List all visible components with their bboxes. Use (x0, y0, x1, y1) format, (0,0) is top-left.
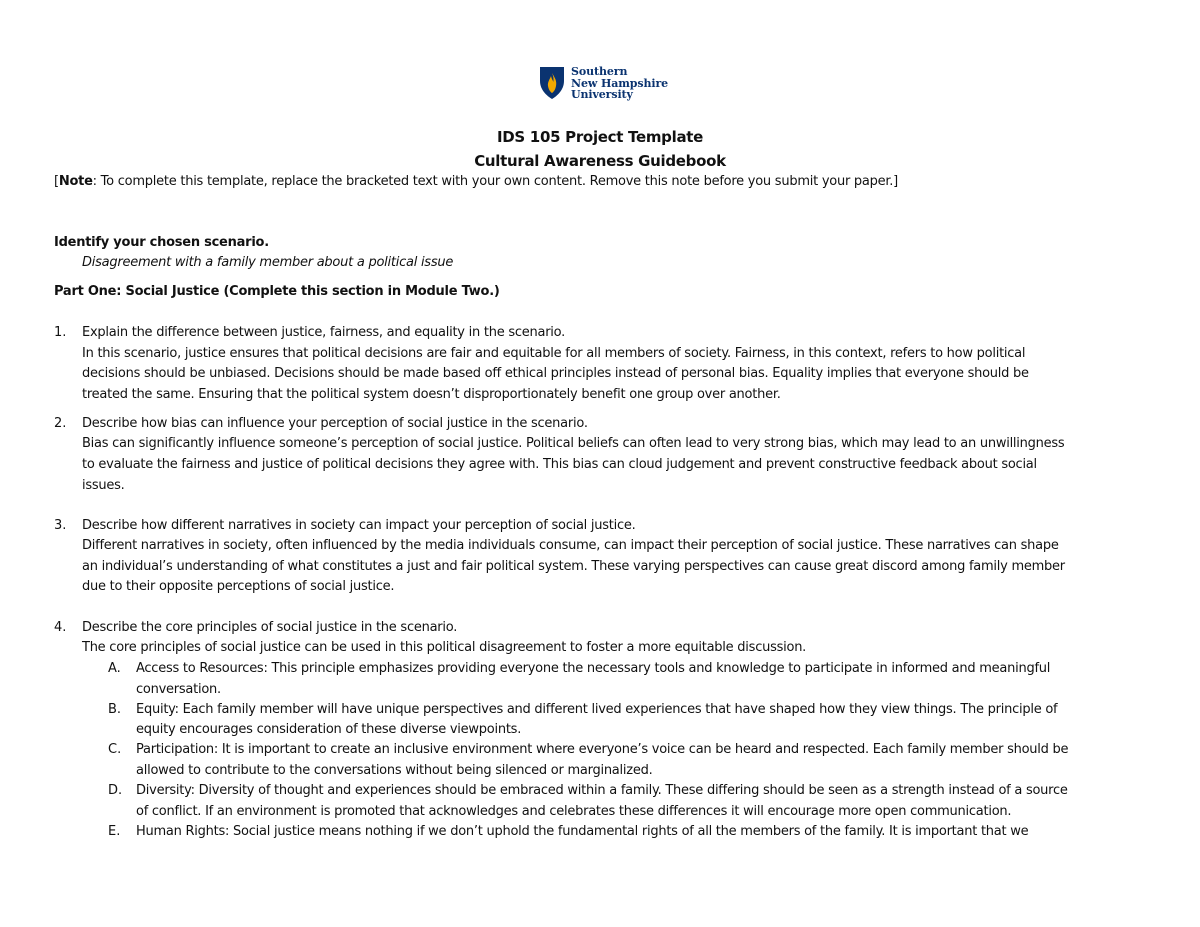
list-item-line: Human Rights: Social justice means nothing if we don’t uphold the fundamental rights of all the members of the family. It is important that we (136, 824, 1029, 839)
answer-line: Bias can significantly influence someone’s perception of social justice. Political beliefs can often lead to very strong bias, which may lead to an unwillingness (82, 436, 1065, 451)
list-item-line: Equity: Each family member will have unique perspectives and different lived experiences that have shaped how they view things. The principle of (136, 702, 1058, 717)
logo-line-1: Southern (571, 65, 628, 78)
logo-line-2: New Hampshire (571, 76, 669, 90)
note-label: Note (58, 174, 93, 189)
question-number: 3. (54, 518, 67, 533)
answer-line: In this scenario, justice ensures that political decisions are fair and equitable for all members of society. Fairness, in this context, refers to how political (82, 346, 1026, 361)
question-prompt: Explain the difference between justice, fairness, and equality in the scenario. (82, 325, 566, 340)
document-title: IDS 105 Project Template (496, 128, 704, 146)
answer-line: issues. (82, 478, 125, 493)
list-item-line: Participation: It is important to create an inclusive environment where everyone’s voice can be heard and respected. Each family member should be (136, 742, 1069, 757)
list-item-line: equity encourages consideration of these diverse viewpoints. (136, 722, 522, 737)
logo-line-3: University (571, 88, 633, 101)
scenario-heading: Identify your chosen scenario. (54, 235, 269, 250)
answer-line: due to their opposite perceptions of social justice. (82, 579, 395, 594)
list-item-line: conversation. (136, 682, 221, 697)
list-item-line: Access to Resources: This principle emphasizes providing everyone the necessary tools and knowledge to participate in informed and meaningful (136, 661, 1051, 676)
answer-line: The core principles of social justice can be used in this political disagreement to foster a more equitable discussion. (82, 640, 807, 655)
scenario-answer: Disagreement with a family member about a political issue (82, 255, 454, 270)
question-prompt: Describe how different narratives in society can impact your perception of social justice. (82, 518, 636, 533)
note-text: : To complete this template, replace the bracketed text with your own content. Remove this note before you submit your paper.] (92, 174, 899, 189)
list-letter: D. (108, 783, 123, 798)
question-prompt: Describe how bias can influence your perception of social justice in the scenario. (82, 416, 588, 431)
list-item-line: Diversity: Diversity of thought and experiences should be embraced within a family. These differing should be seen as a strength instead of a source (136, 783, 1068, 798)
logo-wordmark (571, 66, 668, 101)
question-number: 1. (54, 325, 67, 340)
question-prompt: Describe the core principles of social justice in the scenario. (82, 620, 458, 635)
template-note (54, 174, 898, 189)
document-subtitle: Cultural Awareness Guidebook (474, 152, 726, 170)
list-letter: E. (108, 824, 121, 839)
list-letter: B. (108, 702, 122, 717)
snhu-logo (539, 66, 668, 101)
note-open-bracket: [ (54, 174, 59, 189)
list-letter: C. (108, 742, 122, 757)
list-item-line: allowed to contribute to the conversations without being silenced or marginalized. (136, 763, 653, 778)
answer-line: treated the same. Ensuring that the political system doesn’t disproportionately benefit one group over another. (82, 387, 781, 402)
answer-line: decisions should be unbiased. Decisions should be made based off ethical principles instead of personal bias. Equality implies that everyone should be (82, 366, 1029, 381)
answer-line: Different narratives in society, often influenced by the media individuals consume, can impact their perception of social justice. These narratives can shape (82, 538, 1059, 553)
list-item-line: of conflict. If an environment is promoted that acknowledges and celebrates these differences it will encourage more open communication. (136, 804, 1012, 819)
answer-line: an individual’s understanding of what constitutes a just and fair political system. These varying perspectives can cause great discord among family member (82, 559, 1065, 574)
answer-line: to evaluate the fairness and justice of political decisions they agree with. This bias can cloud judgement and prevent constructive feedback about social (82, 457, 1037, 472)
flame-shield-icon (539, 66, 565, 100)
list-letter: A. (108, 661, 121, 676)
part-one-heading: Part One: Social Justice (Complete this section in Module Two.) (54, 284, 500, 299)
question-number: 2. (54, 416, 67, 431)
question-number: 4. (54, 620, 67, 635)
